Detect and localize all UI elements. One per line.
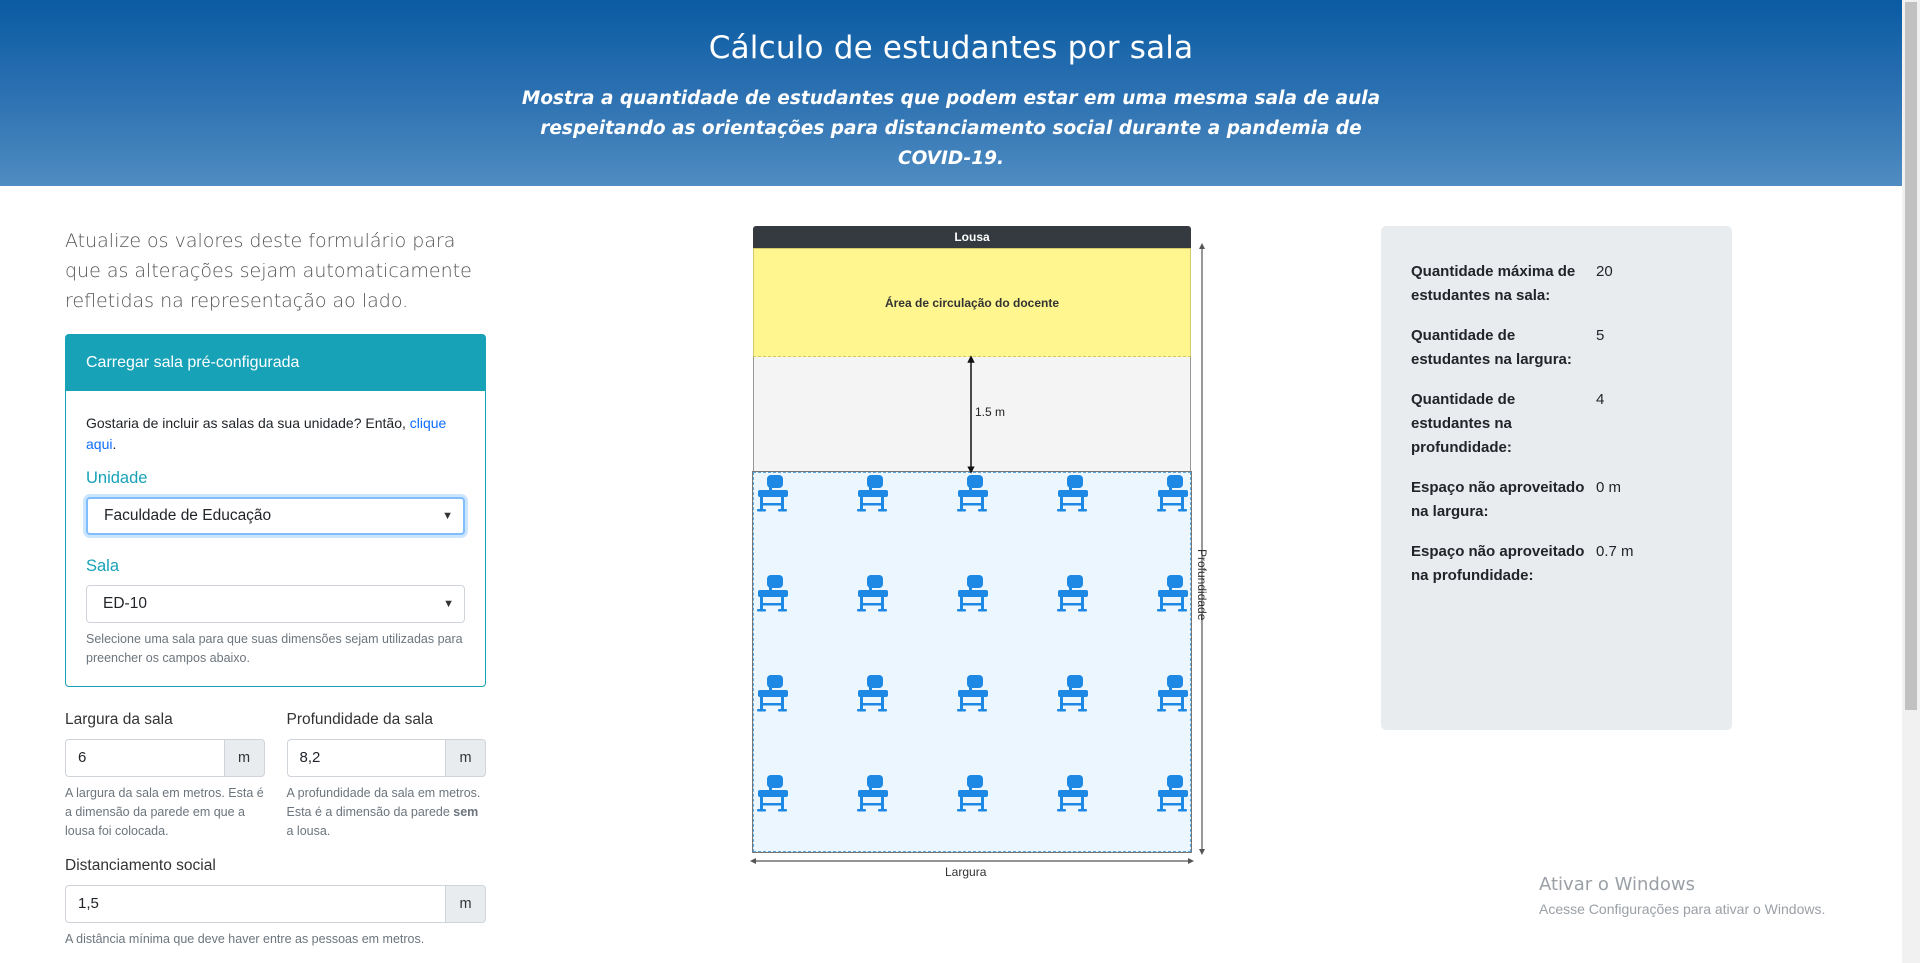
result-value: 20 [1596,263,1613,280]
profundidade-label: Profundidade da sala [286,711,434,728]
page-title: Cálculo de estudantes por sala [708,30,1194,66]
distanciamento-unit: m [446,885,486,923]
scrollbar-thumb[interactable] [1905,2,1917,710]
largura-label: Largura da sala [65,711,173,728]
diagram-arrows [745,224,1225,884]
unidade-label: Unidade [86,469,148,487]
include-rooms-suffix: . [112,436,117,452]
profundidade-help-bold: sem [453,805,479,819]
result-label: Quantidade máxima de estudantes na sala: [1411,263,1576,304]
include-rooms-text [86,413,465,455]
result-value: 4 [1596,391,1605,408]
vertical-scrollbar[interactable] [1902,0,1920,963]
result-label: Espaço não aproveitado na profundidade: [1411,543,1585,584]
distanciamento-label: Distanciamento social [65,857,216,874]
distanciamento-group [65,857,486,949]
watermark-title: Ativar o Windows [1539,874,1695,895]
result-row [1411,388,1702,460]
sala-label: Sala [86,557,120,575]
result-label: Espaço não aproveitado na largura: [1411,479,1585,520]
preset-room-card [65,334,486,687]
largura-unit: m [225,739,265,777]
profundidade-unit: m [446,739,486,777]
sala-help: Selecione uma sala para que suas dimensões sejam utilizadas para preencher os campos abaixo. [86,632,463,665]
unidade-selected-value: Faculdade de Educação [104,507,272,524]
largura-group [65,711,265,841]
profundidade-help [287,784,487,841]
largura-help: A largura da sala em metros. Esta é a dimensão da parede em que a lousa foi colocada. [65,786,264,838]
watermark-text: Acesse Configurações para ativar o Windows. [1539,901,1826,917]
profundidade-input[interactable]: 8,2 [287,739,447,777]
profundidade-help-prefix: A profundidade da sala em metros. Esta é a dimensão da parede [286,786,481,819]
profundidade-group [287,711,487,841]
page-header [0,0,1902,186]
chevron-down-icon: ▼ [443,598,454,610]
click-here-link[interactable]: clique aqui [86,415,447,452]
windows-activation-watermark [1539,873,1825,919]
width-axis-label: Largura [945,865,987,879]
result-label: Quantidade de estudantes na largura: [1411,327,1572,368]
room-diagram [745,224,1225,884]
form-panel [65,226,486,949]
sala-select[interactable] [86,585,465,623]
unidade-select[interactable] [86,497,465,535]
distanciamento-input[interactable]: 1,5 [65,885,446,923]
result-label: Quantidade de estudantes na profundidade: [1411,391,1516,456]
chevron-down-icon: ▼ [442,510,453,522]
profundidade-help-suffix: a lousa. [286,824,331,838]
include-rooms-prefix: Gostaria de incluir as salas da sua unidade? Então, [86,415,410,431]
page-subtitle: Mostra a quantidade de estudantes que podem estar em uma mesma sala de aula respeitando as orientações para distanciamento social durante a pandemia de COVID-19. [521,88,1381,169]
result-row [1411,260,1702,308]
board-label: Lousa [753,226,1191,248]
preset-room-card-title: Carregar sala pré-configurada [66,335,485,391]
result-value: 0.7 m [1596,543,1634,560]
results-panel [1381,226,1732,730]
result-value: 5 [1596,327,1605,344]
form-intro: Atualize os valores deste formulário para que as alterações sejam automaticamente refletidas na representação ao lado. [65,230,472,312]
result-row [1411,540,1702,588]
result-value: 0 m [1596,479,1622,496]
result-row [1411,476,1702,524]
teacher-area-label: Área de circulação do docente [884,296,1060,310]
depth-axis-label: Profundidade [1195,549,1209,621]
distance-label: 1.5 m [975,405,1006,419]
result-row [1411,324,1702,372]
sala-selected-value: ED-10 [103,595,147,612]
largura-input[interactable]: 6 [65,739,225,777]
distanciamento-help: A distância mínima que deve haver entre as pessoas em metros. [65,932,425,946]
